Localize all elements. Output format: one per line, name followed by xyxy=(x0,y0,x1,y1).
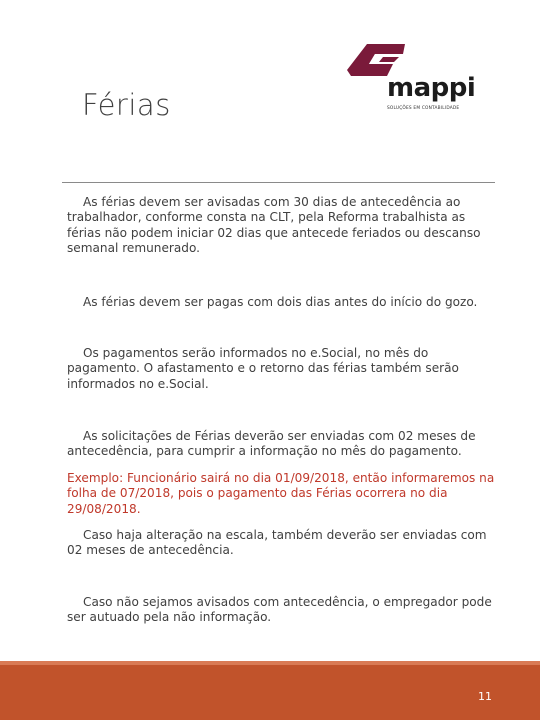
slide-title: Férias xyxy=(82,88,171,122)
paragraph-autuacao: Caso não sejamos avisados com antecedência, o empregador pode ser autuado pela não informação. xyxy=(67,595,492,625)
mappi-logo xyxy=(345,40,475,118)
page-number: 11 xyxy=(478,690,492,703)
paragraph-pagamento: As férias devem ser pagas com dois dias antes do início do gozo. xyxy=(83,295,478,309)
paragraph-aviso: As férias devem ser avisadas com 30 dias de antecedência ao trabalhador, conforme consta na CLT, pela Reforma trabalhista as férias não podem iniciar 02 dias que antecede feriados ou descanso semanal remunerado. xyxy=(67,195,481,255)
logo-tagline: SOLUÇÕES EM CONTABILIDADE xyxy=(387,106,460,111)
logo-brand: mappi xyxy=(387,73,476,103)
example-text: Exemplo: Funcionário sairá no dia 01/09/2018, então informaremos na folha de 07/2018, pois o pagamento das Férias ocorrera no dia 29/08/2018. xyxy=(67,471,495,516)
footer-bar xyxy=(0,665,540,720)
title-divider xyxy=(62,182,495,183)
paragraph-esocial: Os pagamentos serão informados no e.Social, no mês do pagamento. O afastamento e o retorno das férias também serão informados no e.Social. xyxy=(67,346,459,391)
paragraph-alteracao: Caso haja alteração na escala, também deverão ser enviadas com 02 meses de antecedência. xyxy=(67,528,487,558)
paragraph-solicitacoes: As solicitações de Férias deverão ser enviadas com 02 meses de antecedência, para cumprir a informação no mês do pagamento. xyxy=(67,429,476,459)
